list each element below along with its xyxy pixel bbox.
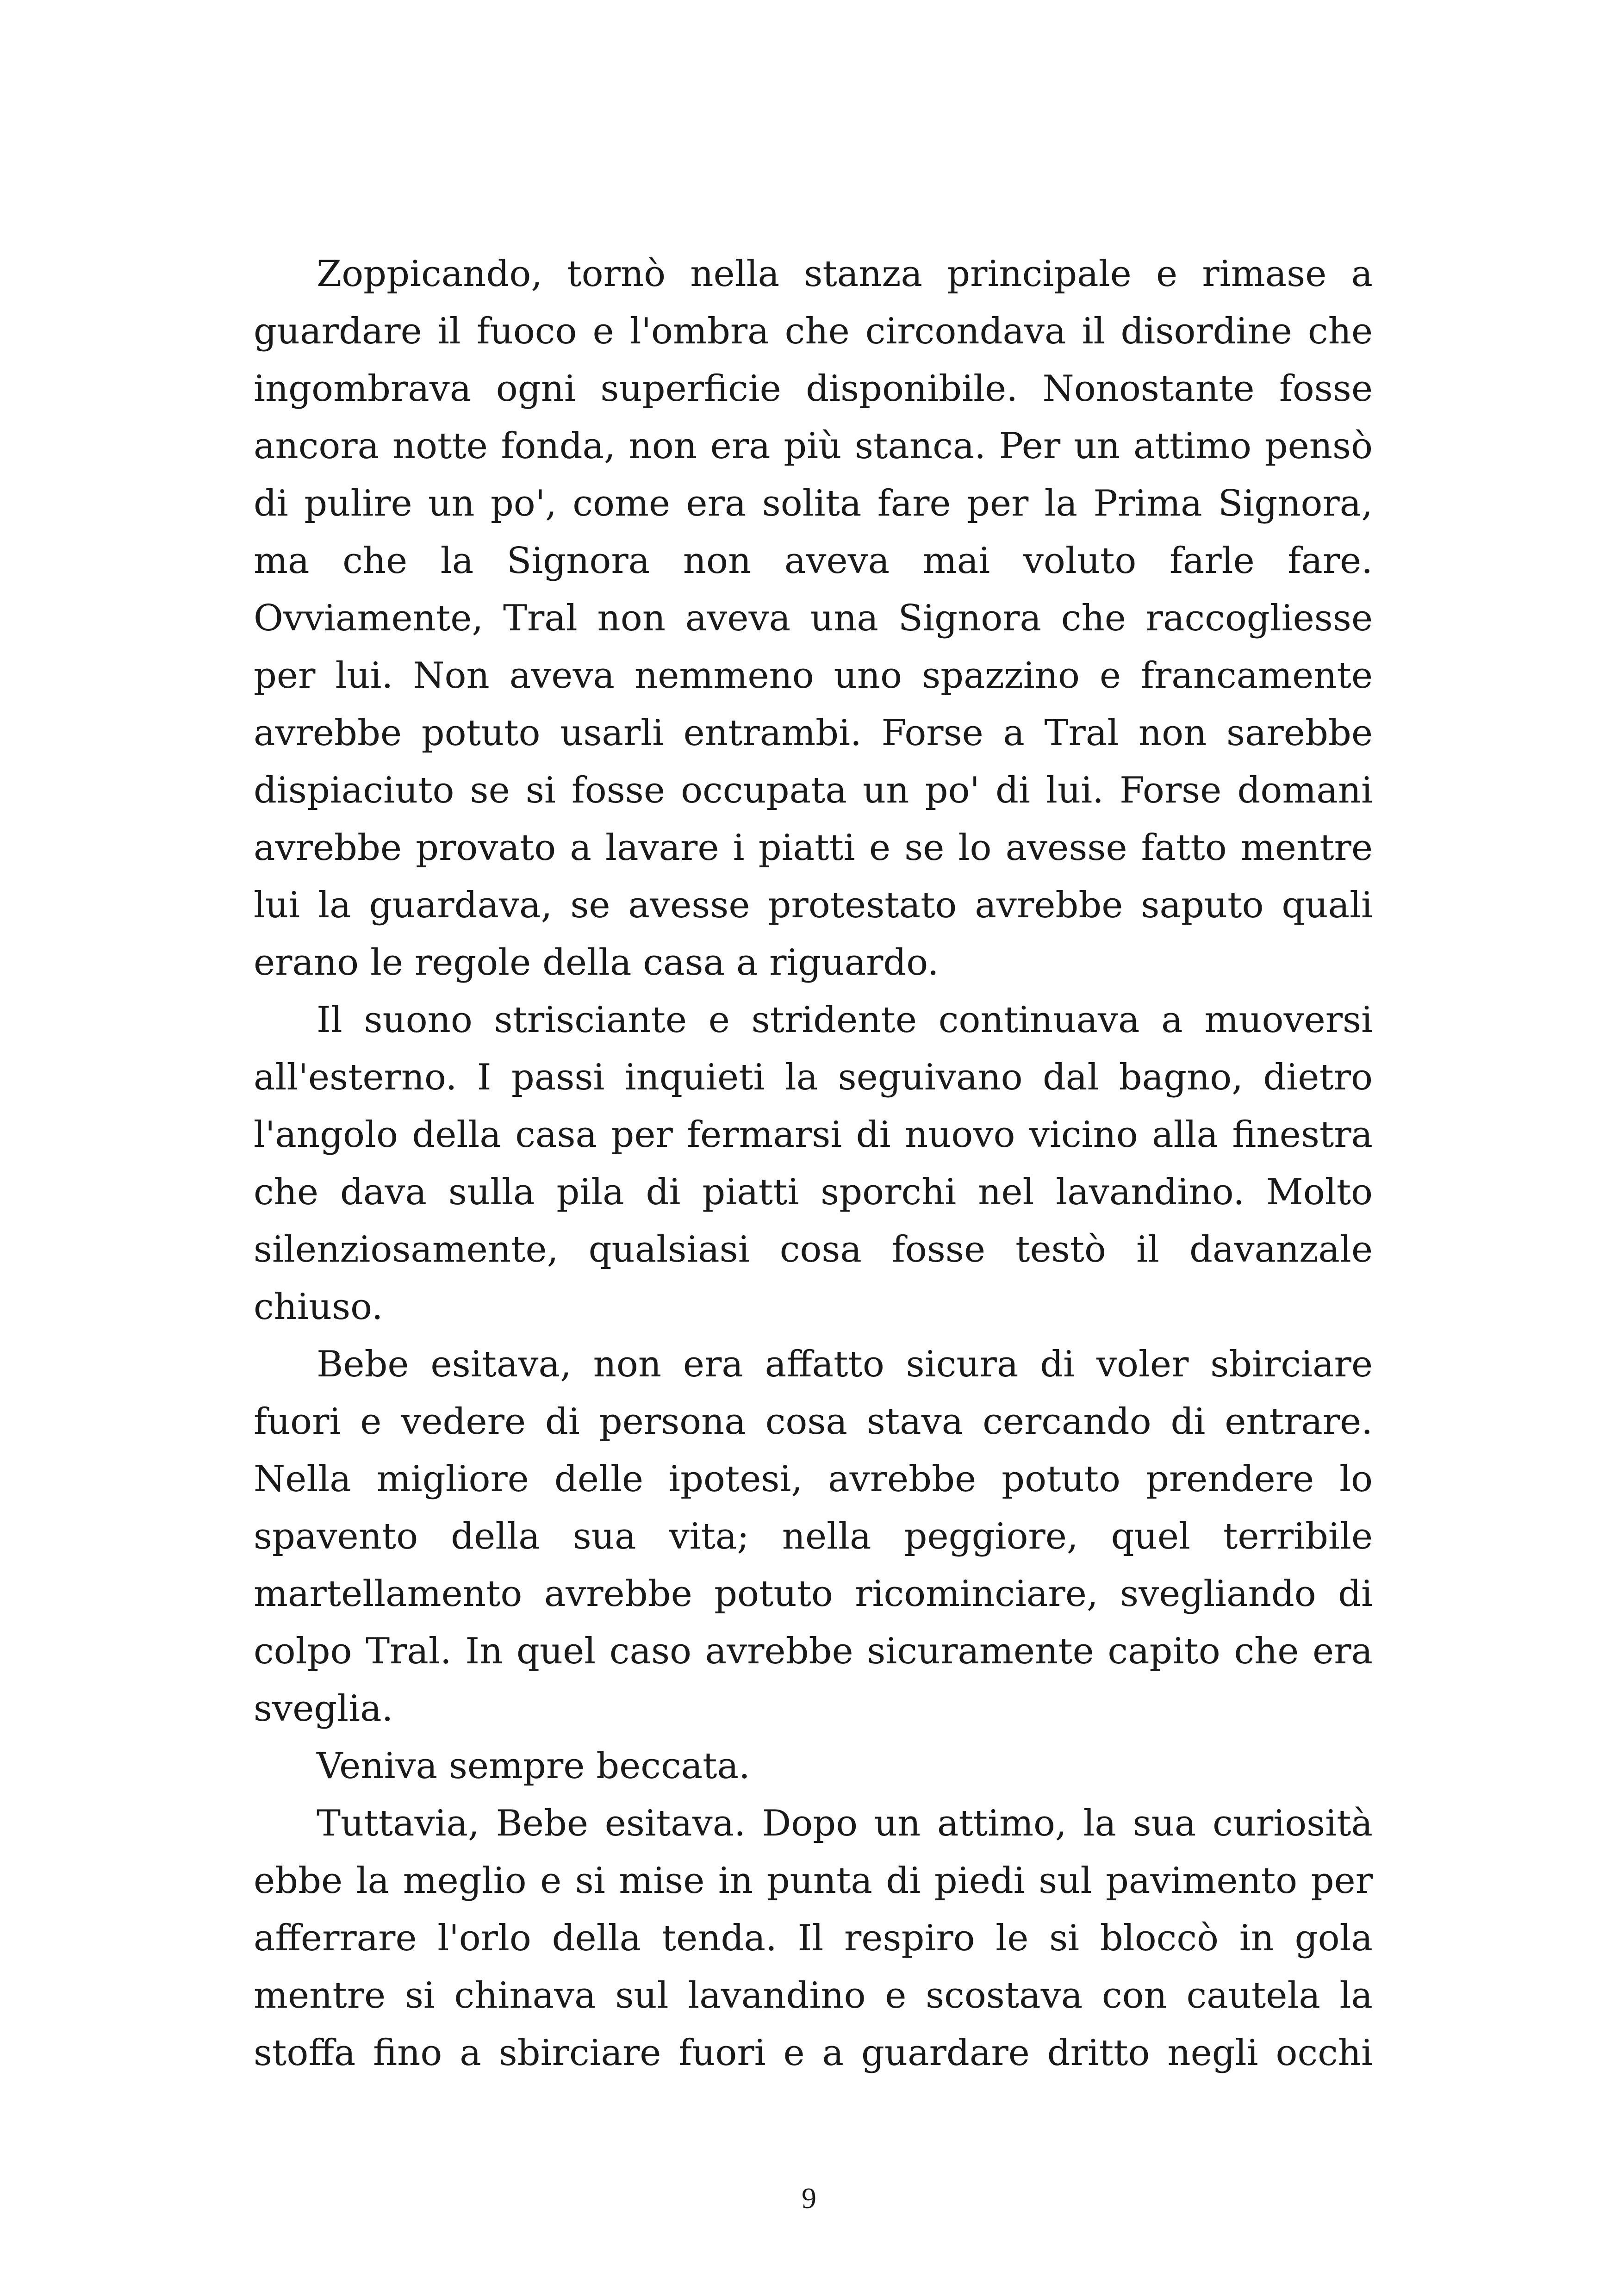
paragraph-4: Veniva sempre beccata. (317, 1745, 750, 1787)
paragraph-3: Bebe esitava, non era affatto sicura di voler sbirciare fuori e vedere di persona cosa stava cercando di entrare. Nella migliore delle ipotesi, avrebbe potuto prendere lo spavento della sua vita; nella peggiore, quel terribile martellamento avrebbe potuto ricominciare, svegliando di colpo Tral. In quel caso avrebbe sicuramente capito che era sveglia. (254, 1344, 1373, 1730)
paragraph-2: Il suono strisciante e stridente continuava a muoversi all'esterno. I passi inquieti la seguivano dal bagno, dietro l'angolo della casa per fermarsi di nuovo vicino alla finestra che dava sulla pila di piatti sporchi nel lavandino. Molto silenziosamente, qualsiasi cosa fosse testò il davanzale chiuso. (254, 999, 1373, 1328)
body-text (254, 245, 1373, 2082)
paragraph-1: Zoppicando, tornò nella stanza principale e rimase a guardare il fuoco e l'ombra che circondava il disordine che ingombrava ogni superficie disponibile. Nonostante fosse ancora notte fonda, non era più stanca. Per un attimo pensò di pulire un po', come era solita fare per la Prima Signora, ma che la Signora non aveva mai voluto farle fare. Ovviamente, Tral non aveva una Signora che raccogliesse per lui. Non aveva nemmeno uno spazzino e francamente avrebbe potuto usarli entrambi. Forse a Tral non sarebbe dispiaciuto se si fosse occupata un po' di lui. Forse domani avrebbe provato a lavare i piatti e se lo avesse fatto mentre lui la guardava, se avesse protestato avrebbe saputo quali erano le regole della casa a riguardo. (254, 253, 1373, 983)
page-number: 9 (802, 2182, 816, 2215)
paragraph-5: Tuttavia, Bebe esitava. Dopo un attimo, la sua curiosità ebbe la meglio e si mise in punta di piedi sul pavimento per afferrare l'orlo della tenda. Il respiro le si bloccò in gola mentre si chinava sul lavandino e scostava con cautela la stoffa fino a sbirciare fuori e a guardare dritto negli occhi (254, 1803, 1373, 2074)
